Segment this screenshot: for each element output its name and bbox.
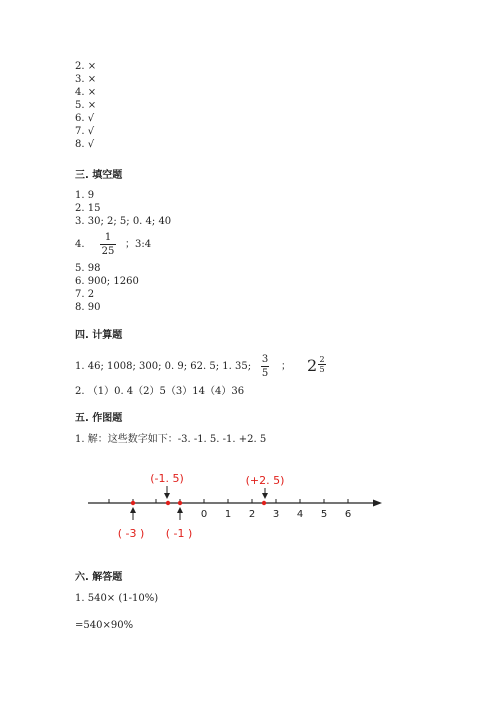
fraction-numerator: 1 xyxy=(104,232,112,243)
fill-answer-4-prefix: 4. xyxy=(75,239,85,250)
label-plus-2-5: (+2. 5) xyxy=(245,474,285,487)
fill-answer-4-suffix: ；3:4 xyxy=(125,239,152,250)
section-heading-calc: 四. 计算题 xyxy=(75,330,123,341)
fraction-numerator: 3 xyxy=(261,354,269,365)
tick-label-5: 5 xyxy=(320,509,328,520)
mixed-whole: 2 xyxy=(307,356,318,375)
tick-label-2: 2 xyxy=(248,509,256,520)
number-line-figure xyxy=(0,465,500,555)
fill-answer-5: 5. 98 xyxy=(75,263,101,274)
fill-answer-3: 3. 30; 2; 5; 0. 4; 40 xyxy=(75,216,172,227)
judge-answer-6: 6. √ xyxy=(75,113,95,124)
section-heading-answer: 六. 解答题 xyxy=(75,572,123,583)
fraction-denominator: 5 xyxy=(261,368,269,379)
judge-answer-8: 8. √ xyxy=(75,139,95,150)
calc-answer-1-separator: ； xyxy=(281,361,291,372)
arrow-down-head-minus-1-5 xyxy=(164,493,170,499)
fraction-denominator: 25 xyxy=(101,246,115,257)
fraction-denominator: 5 xyxy=(319,365,325,374)
tick-label-1: 1 xyxy=(224,509,232,520)
arrow-up-head-minus-1 xyxy=(177,507,183,513)
tick-label-6: 6 xyxy=(344,509,352,520)
judge-answer-2: 2. × xyxy=(75,61,97,72)
section-heading-draw: 五. 作图题 xyxy=(75,413,123,424)
answer-line-2: =540×90% xyxy=(75,620,134,631)
calc-answer-1-mixed-number xyxy=(307,357,329,377)
fill-answer-7: 7. 2 xyxy=(75,289,95,300)
tick-label-3: 3 xyxy=(272,509,280,520)
tick-label-4: 4 xyxy=(296,509,304,520)
point-plus-2-5 xyxy=(262,501,266,505)
fraction-numerator: 2 xyxy=(319,355,325,364)
calc-answer-1-fraction xyxy=(261,354,269,379)
fill-answer-2: 2. 15 xyxy=(75,203,101,214)
axis-arrowhead xyxy=(373,500,382,507)
judge-answer-4: 4. × xyxy=(75,87,97,98)
arrow-up-head-minus-3 xyxy=(130,507,136,513)
judge-answer-7: 7. √ xyxy=(75,126,95,137)
section-heading-fill: 三. 填空题 xyxy=(75,170,123,181)
arrow-down-head-plus-2-5 xyxy=(262,493,268,499)
point-minus-1-5 xyxy=(166,501,170,505)
fraction-bar xyxy=(261,366,269,367)
fill-answer-4-fraction xyxy=(100,232,116,257)
calc-answer-2: 2. （1）0. 4（2）5（3）14（4）36 xyxy=(75,386,245,397)
judge-answer-5: 5. × xyxy=(75,100,97,111)
point-minus-1 xyxy=(178,501,182,505)
tick-label-0: 0 xyxy=(200,509,208,520)
fill-answer-1: 1. 9 xyxy=(75,190,95,201)
answer-line-1: 1. 540× (1-10%) xyxy=(75,593,159,604)
judge-answer-3: 3. × xyxy=(75,74,97,85)
fill-answer-8: 8. 90 xyxy=(75,302,101,313)
calc-answer-1: 1. 46; 1008; 300; 0. 9; 62. 5; 1. 35; xyxy=(75,361,252,372)
label-minus-3: ( -3 ) xyxy=(117,527,145,540)
mixed-fraction xyxy=(318,355,326,374)
fraction-bar xyxy=(100,244,116,245)
label-minus-1: ( -1 ) xyxy=(165,527,193,540)
draw-answer-1: 1. 解：这些数字如下：-3. -1. 5. -1. +2. 5 xyxy=(75,434,267,445)
label-minus-1-5: (-1. 5) xyxy=(150,472,184,485)
fill-answer-6: 6. 900; 1260 xyxy=(75,276,139,287)
point-minus-3 xyxy=(131,501,135,505)
